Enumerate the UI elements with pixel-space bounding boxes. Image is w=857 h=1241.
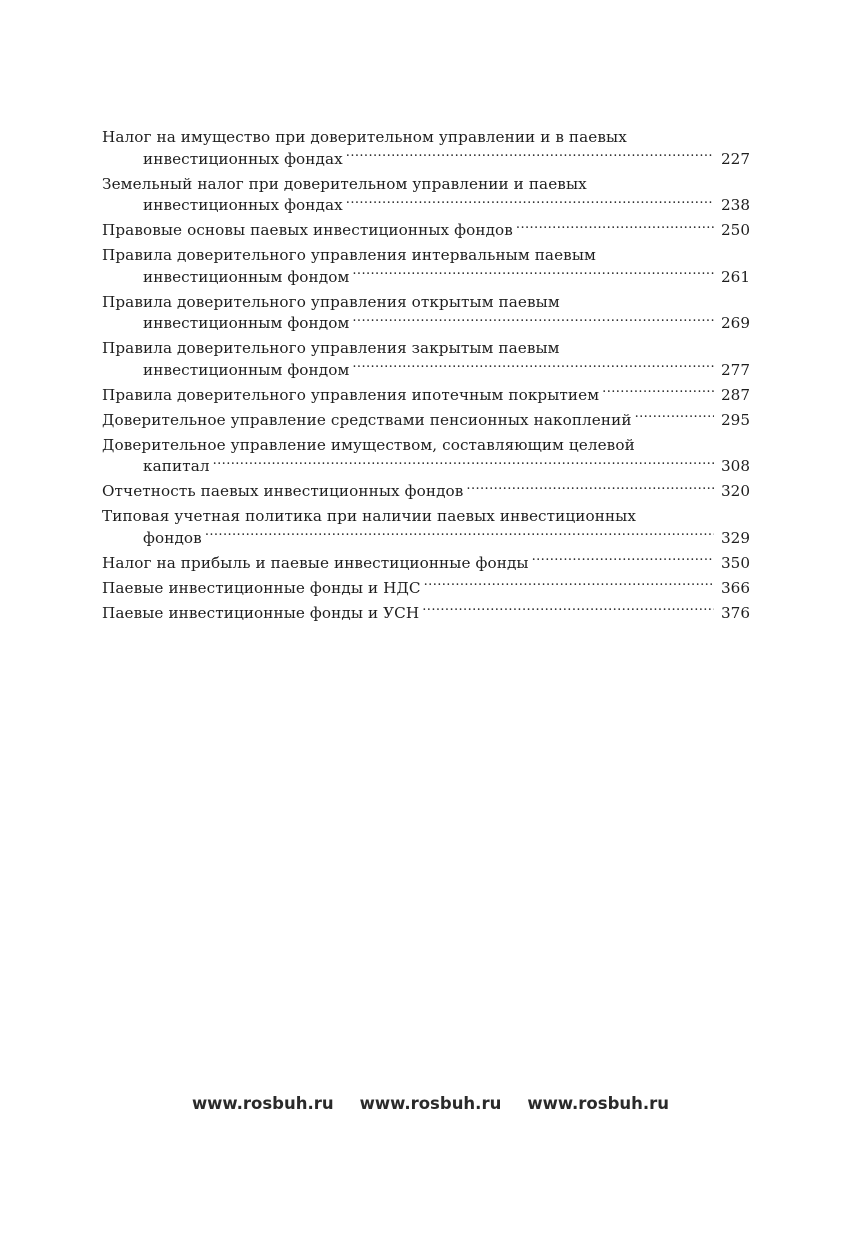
toc-title: инвестиционным фондом: [143, 267, 350, 286]
toc-entry: [102, 435, 750, 478]
toc-entry: [102, 385, 750, 407]
toc-line: [102, 127, 750, 149]
toc-entry: [102, 603, 750, 625]
toc-line: [102, 481, 750, 503]
toc-page-number: 250: [721, 221, 750, 239]
toc-title: капитал: [143, 457, 210, 475]
dot-leader: [352, 268, 714, 282]
toc-title: Правила доверительного управления закрытым паевым: [102, 339, 560, 357]
toc-page-number: 320: [721, 482, 750, 500]
toc-page-number: 261: [721, 267, 750, 286]
footer-url: www.rosbuh.ru: [359, 1094, 502, 1113]
toc-title: фондов: [143, 528, 202, 547]
toc-line: [102, 220, 750, 242]
toc-line: [102, 506, 750, 528]
toc-title: инвестиционным фондом: [143, 360, 350, 379]
toc-page-number: 277: [721, 360, 750, 379]
toc-entry: [102, 174, 750, 217]
dot-leader: [346, 150, 714, 164]
toc-page-number: 376: [721, 603, 750, 622]
toc-line: [102, 338, 750, 360]
toc-entry: [102, 292, 750, 335]
toc-title: Доверительное управление имуществом, составляющим целевой: [102, 435, 635, 454]
dot-leader: [532, 554, 714, 568]
toc-entry: [102, 410, 750, 432]
toc-line: [102, 174, 750, 196]
dot-leader: [213, 457, 714, 471]
toc-title: Налог на прибыль и паевые инвестиционные фонды: [102, 553, 529, 572]
dot-leader: [205, 529, 714, 543]
dot-leader: [635, 411, 714, 425]
footer-url: www.rosbuh.ru: [527, 1094, 670, 1113]
dot-leader: [602, 386, 714, 400]
toc-title: Правила доверительного управления ипотечным покрытием: [102, 385, 600, 404]
toc-line: [102, 385, 750, 407]
toc-title: Доверительное управление средствами пенсионных накоплений: [102, 410, 632, 429]
toc-page-number: 329: [721, 528, 750, 547]
toc-entry: [102, 245, 750, 288]
toc-line: [102, 603, 750, 625]
footer: [0, 1094, 857, 1113]
toc-page-number: 238: [721, 196, 750, 214]
toc-title: Правила доверительного управления интервальным паевым: [102, 246, 596, 264]
dot-leader: [516, 221, 714, 235]
toc-entry: [102, 578, 750, 600]
toc-line: [102, 435, 750, 457]
toc-line: [102, 578, 750, 600]
toc-line: [102, 410, 750, 432]
toc-entry: [102, 220, 750, 242]
toc-line: [102, 292, 750, 314]
toc-line: [102, 245, 750, 267]
toc-line: [102, 456, 750, 478]
toc-entry: [102, 506, 750, 549]
toc-page-number: 227: [721, 149, 750, 168]
footer-url: www.rosbuh.ru: [191, 1094, 334, 1113]
toc-line: [102, 267, 750, 289]
toc-page-number: 269: [721, 314, 750, 332]
toc-page-number: 366: [721, 578, 750, 597]
toc-title: инвестиционным фондом: [143, 314, 350, 332]
toc-title: Налог на имущество при доверительном управлении и в паевых: [102, 128, 627, 146]
dot-leader: [346, 196, 714, 210]
toc-entry: [102, 127, 750, 170]
toc-line: [102, 149, 750, 171]
toc-entry: [102, 481, 750, 503]
toc-title: Правила доверительного управления открытым паевым: [102, 292, 560, 311]
toc-entry: [102, 338, 750, 381]
toc-title: Типовая учетная политика при наличии паевых инвестиционных: [102, 507, 637, 525]
toc-line: [102, 528, 750, 550]
toc-line: [102, 360, 750, 382]
dot-leader: [422, 604, 714, 618]
toc-title: Земельный налог при доверительном управлении и паевых: [102, 174, 587, 193]
toc-page-number: 287: [721, 385, 750, 404]
toc-page-number: 308: [721, 457, 750, 475]
toc-page-number: 295: [721, 410, 750, 429]
toc-line: [102, 553, 750, 575]
toc-line: [102, 313, 750, 335]
toc-line: [102, 195, 750, 217]
toc-title: Отчетность паевых инвестиционных фондов: [102, 482, 464, 500]
dot-leader: [352, 361, 714, 375]
toc-title: Правовые основы паевых инвестиционных фондов: [102, 221, 513, 239]
dot-leader: [352, 314, 714, 328]
table-of-contents: [102, 127, 750, 628]
toc-page-number: 350: [721, 553, 750, 572]
toc-title: Паевые инвестиционные фонды и НДС: [102, 578, 421, 597]
toc-entry: [102, 553, 750, 575]
dot-leader: [466, 482, 714, 496]
toc-title: инвестиционных фондах: [143, 149, 343, 168]
dot-leader: [424, 579, 714, 593]
toc-title: Паевые инвестиционные фонды и УСН: [102, 603, 420, 622]
toc-title: инвестиционных фондах: [143, 196, 343, 214]
